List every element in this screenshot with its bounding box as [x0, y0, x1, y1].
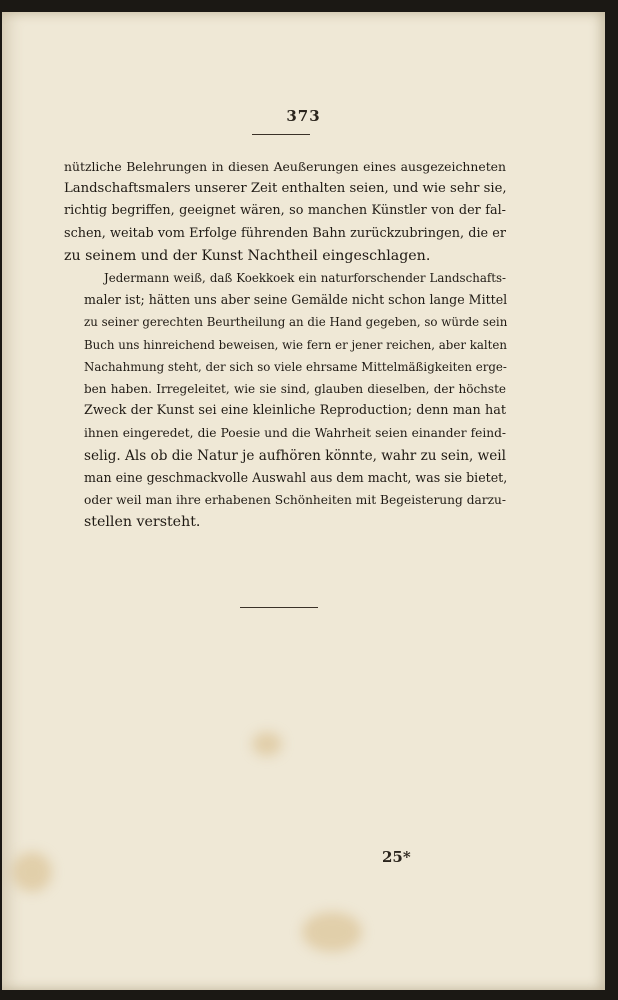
text-line: Buch uns hinreichend beweisen, wie fern er jener reichen, aber kalten: [84, 337, 508, 352]
text-line: man eine geschmackvolle Auswahl aus dem macht, was sie bietet,: [84, 469, 508, 485]
page-number-rule: [252, 134, 310, 135]
printer-signature-mark: 25*: [382, 848, 411, 866]
book-page: [2, 12, 605, 990]
text-line: nützliche Belehrungen in diesen Aeußerungen eines ausgezeichneten: [64, 159, 506, 174]
text-line: Zweck der Kunst sei eine kleinliche Reproduction; denn man hat: [84, 403, 506, 419]
text-line: richtig begriffen, geeignet wären, so manchen Künstler von der fal-: [64, 203, 506, 219]
foxing-stain: [252, 732, 282, 756]
text-line: Nachahmung steht, der sich so viele ehrsame Mittelmäßigkeiten erge-: [84, 359, 507, 374]
text-line: zu seiner gerechten Beurtheilung an die Hand gegeben, so würde sein: [84, 315, 508, 330]
text-line: selig. Als ob die Natur je aufhören könnte, wahr zu sein, weil: [84, 447, 506, 464]
text-line: ben haben. Irregeleitet, wie sie sind, glauben dieselben, der höchste: [84, 382, 506, 397]
foxing-stain: [12, 852, 52, 892]
foxing-stain: [302, 912, 362, 952]
text-line: Jedermann weiß, daß Koekkoek ein naturforschender Landschafts-: [104, 271, 506, 286]
page-number: 373: [286, 107, 321, 125]
text-line: schen, weitab vom Erfolge führenden Bahn zurückzubringen, die er: [64, 225, 506, 241]
text-line: oder weil man ihre erhabenen Schönheiten mit Begeisterung darzu-: [84, 493, 506, 508]
paragraph: [64, 156, 506, 267]
paragraph: [64, 267, 506, 533]
text-line: stellen versteht.: [84, 514, 201, 531]
text-line: ihnen eingeredet, die Poesie und die Wahrheit seien einander feind-: [84, 426, 506, 441]
text-line: maler ist; hätten uns aber seine Gemälde nicht schon lange Mittel: [84, 292, 508, 308]
text-line: Landschaftsmalers unserer Zeit enthalten seien, und wie sehr sie,: [64, 181, 507, 197]
text-line: zu seinem und der Kunst Nachtheil eingeschlagen.: [64, 247, 431, 264]
body-text: [64, 156, 506, 533]
section-separator: [240, 607, 318, 608]
